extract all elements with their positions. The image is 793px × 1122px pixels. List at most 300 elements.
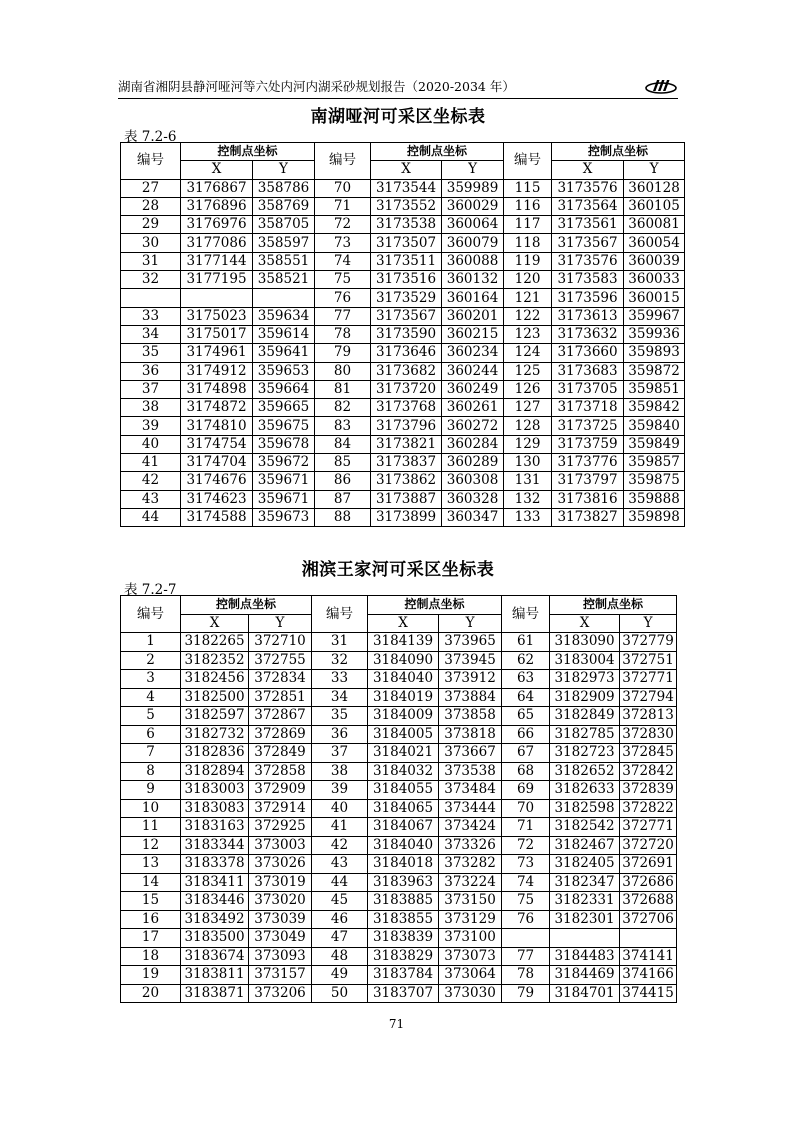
point-id-cell: 71: [315, 197, 371, 215]
x-coordinate-cell: [181, 289, 253, 307]
point-id-cell: 77: [502, 947, 550, 966]
point-id-cell: 116: [504, 197, 552, 215]
table-row: [121, 818, 677, 837]
point-id-cell: 8: [121, 762, 181, 781]
x-coordinate-cell: 3173759: [552, 435, 624, 453]
point-id-cell: 119: [504, 252, 552, 270]
x-coordinate-cell: 3173718: [552, 399, 624, 417]
x-coordinate-cell: 3182347: [550, 873, 620, 892]
x-coordinate-cell: 3182500: [181, 688, 249, 707]
table-row: [121, 781, 677, 800]
x-coordinate-cell: 3173544: [371, 179, 442, 197]
y-coordinate-cell: 373129: [439, 910, 502, 929]
y-coordinate-cell: 360054: [624, 234, 685, 252]
table-row: [121, 855, 677, 874]
y-header: Y: [620, 614, 677, 633]
y-coordinate-cell: [620, 929, 677, 948]
x-coordinate-cell: 3183885: [368, 892, 439, 911]
table-row: [121, 947, 677, 966]
point-id-cell: 1: [121, 633, 181, 652]
x-coordinate-cell: 3174588: [181, 508, 253, 526]
point-id-cell: 61: [502, 633, 550, 652]
y-coordinate-cell: 360234: [442, 344, 504, 362]
y-coordinate-cell: 373049: [249, 929, 312, 948]
x-coordinate-cell: 3183083: [181, 799, 249, 818]
y-coordinate-cell: 360132: [442, 271, 504, 289]
y-coordinate-cell: 372909: [249, 781, 312, 800]
point-id-cell: 7: [121, 744, 181, 763]
point-id-cell: 32: [312, 651, 368, 670]
y-coordinate-cell: 372691: [620, 855, 677, 874]
x-coordinate-cell: 3184040: [368, 836, 439, 855]
coordinate-table-2: [120, 595, 677, 1003]
point-id-cell: 31: [312, 633, 368, 652]
x-coordinate-cell: 3173567: [371, 307, 442, 325]
x-coordinate-cell: 3173576: [552, 179, 624, 197]
x-coordinate-cell: 3182723: [550, 744, 620, 763]
table-row: [121, 417, 685, 435]
point-id-cell: 17: [121, 929, 181, 948]
y-coordinate-cell: 372751: [620, 651, 677, 670]
point-id-cell: 38: [121, 399, 181, 417]
x-coordinate-cell: 3173590: [371, 325, 442, 343]
table-subheader-row: [121, 614, 677, 633]
point-id-cell: 46: [312, 910, 368, 929]
table-row: [121, 252, 685, 270]
x-coordinate-cell: 3173796: [371, 417, 442, 435]
y-coordinate-cell: 373424: [439, 818, 502, 837]
table-row: [121, 289, 685, 307]
table-row: [121, 197, 685, 215]
y-header: Y: [442, 161, 504, 179]
y-coordinate-cell: 359851: [624, 380, 685, 398]
y-coordinate-cell: 372706: [620, 910, 677, 929]
y-coordinate-cell: 360244: [442, 362, 504, 380]
point-id-cell: 88: [315, 508, 371, 526]
y-coordinate-cell: 359872: [624, 362, 685, 380]
x-header: X: [552, 161, 624, 179]
table-row: [121, 744, 677, 763]
y-coordinate-cell: 373150: [439, 892, 502, 911]
x-coordinate-cell: 3182732: [181, 725, 249, 744]
table-header-row: [121, 143, 685, 161]
point-id-cell: 12: [121, 836, 181, 855]
x-coordinate-cell: 3174912: [181, 362, 253, 380]
point-id-cell: 80: [315, 362, 371, 380]
y-coordinate-cell: 372858: [249, 762, 312, 781]
x-coordinate-cell: 3173567: [552, 234, 624, 252]
point-id-cell: 13: [121, 855, 181, 874]
point-id-cell: 70: [315, 179, 371, 197]
x-coordinate-cell: 3173632: [552, 325, 624, 343]
y-coordinate-cell: 360284: [442, 435, 504, 453]
x-coordinate-cell: 3183963: [368, 873, 439, 892]
table-row: [121, 892, 677, 911]
x-coordinate-cell: 3183829: [368, 947, 439, 966]
table-row: [121, 399, 685, 417]
header-rule: [118, 98, 678, 99]
id-header: 编号: [504, 143, 552, 180]
y-coordinate-cell: 373667: [439, 744, 502, 763]
y-coordinate-cell: 372914: [249, 799, 312, 818]
y-coordinate-cell: 373073: [439, 947, 502, 966]
y-coordinate-cell: 359671: [253, 490, 315, 508]
header-title: 湖南省湘阴县静河哑河等六处内河内湖采砂规划报告（2020-2034 年）: [118, 79, 515, 94]
y-coordinate-cell: 373282: [439, 855, 502, 874]
point-id-cell: 84: [315, 435, 371, 453]
table-row: [121, 307, 685, 325]
point-id-cell: 123: [504, 325, 552, 343]
y-coordinate-cell: [253, 289, 315, 307]
table-row: [121, 380, 685, 398]
y-coordinate-cell: 373003: [249, 836, 312, 855]
point-id-cell: 133: [504, 508, 552, 526]
y-coordinate-cell: 359664: [253, 380, 315, 398]
x-coordinate-cell: 3173511: [371, 252, 442, 270]
x-coordinate-cell: 3177195: [181, 271, 253, 289]
y-coordinate-cell: 374166: [620, 966, 677, 985]
x-coordinate-cell: 3183839: [368, 929, 439, 948]
point-id-cell: 72: [502, 836, 550, 855]
x-coordinate-cell: 3184483: [550, 947, 620, 966]
id-header: 编号: [312, 596, 368, 633]
point-id-cell: 36: [121, 362, 181, 380]
y-coordinate-cell: 372720: [620, 836, 677, 855]
point-id-cell: 42: [312, 836, 368, 855]
x-coordinate-cell: 3183871: [181, 984, 249, 1003]
point-id-cell: 35: [312, 707, 368, 726]
y-coordinate-cell: 373858: [439, 707, 502, 726]
point-id-cell: 79: [502, 984, 550, 1003]
point-id-cell: 27: [121, 179, 181, 197]
point-id-cell: 4: [121, 688, 181, 707]
y-coordinate-cell: 359672: [253, 454, 315, 472]
x-coordinate-cell: 3182909: [550, 688, 620, 707]
x-coordinate-cell: 3173516: [371, 271, 442, 289]
point-id-cell: 76: [502, 910, 550, 929]
x-coordinate-cell: 3183004: [550, 651, 620, 670]
x-coordinate-cell: 3182405: [550, 855, 620, 874]
x-coordinate-cell: 3174810: [181, 417, 253, 435]
x-coordinate-cell: 3184139: [368, 633, 439, 652]
y-coordinate-cell: 373039: [249, 910, 312, 929]
y-coordinate-cell: 358521: [253, 271, 315, 289]
x-coordinate-cell: 3184032: [368, 762, 439, 781]
y-header: Y: [253, 161, 315, 179]
y-coordinate-cell: 359842: [624, 399, 685, 417]
y-coordinate-cell: 359989: [442, 179, 504, 197]
point-id-cell: 33: [121, 307, 181, 325]
y-coordinate-cell: 360272: [442, 417, 504, 435]
y-coordinate-cell: 359967: [624, 307, 685, 325]
x-coordinate-cell: 3177086: [181, 234, 253, 252]
y-coordinate-cell: 360347: [442, 508, 504, 526]
x-coordinate-cell: 3182597: [181, 707, 249, 726]
point-id-cell: 87: [315, 490, 371, 508]
y-coordinate-cell: 359671: [253, 472, 315, 490]
point-id-cell: 121: [504, 289, 552, 307]
x-coordinate-cell: 3182331: [550, 892, 620, 911]
x-coordinate-cell: 3173507: [371, 234, 442, 252]
point-id-cell: 66: [502, 725, 550, 744]
point-id-cell: 41: [121, 454, 181, 472]
point-id-cell: 130: [504, 454, 552, 472]
x-coordinate-cell: 3184090: [368, 651, 439, 670]
point-id-cell: 126: [504, 380, 552, 398]
coord-header: 控制点坐标: [371, 143, 504, 161]
x-coordinate-cell: 3184019: [368, 688, 439, 707]
point-id-cell: 118: [504, 234, 552, 252]
y-coordinate-cell: 360081: [624, 216, 685, 234]
y-coordinate-cell: 358786: [253, 179, 315, 197]
x-coordinate-cell: 3182467: [550, 836, 620, 855]
table-row: [121, 435, 685, 453]
y-coordinate-cell: 372845: [620, 744, 677, 763]
y-coordinate-cell: 372869: [249, 725, 312, 744]
y-coordinate-cell: 359936: [624, 325, 685, 343]
point-id-cell: 69: [502, 781, 550, 800]
coord-header: 控制点坐标: [181, 143, 315, 161]
point-id-cell: 37: [121, 380, 181, 398]
table-title-2: 湘滨王家河可采区坐标表: [301, 560, 495, 580]
y-coordinate-cell: 360249: [442, 380, 504, 398]
y-coordinate-cell: 372771: [620, 670, 677, 689]
y-header: Y: [624, 161, 685, 179]
y-coordinate-cell: 372849: [249, 744, 312, 763]
point-id-cell: 3: [121, 670, 181, 689]
x-header: X: [181, 614, 249, 633]
y-coordinate-cell: 373912: [439, 670, 502, 689]
table-row: [121, 836, 677, 855]
point-id-cell: 43: [312, 855, 368, 874]
y-coordinate-cell: 372851: [249, 688, 312, 707]
x-coordinate-cell: 3173529: [371, 289, 442, 307]
point-id-cell: 34: [312, 688, 368, 707]
x-coordinate-cell: 3183855: [368, 910, 439, 929]
x-coordinate-cell: 3184055: [368, 781, 439, 800]
y-coordinate-cell: 358551: [253, 252, 315, 270]
point-id-cell: 125: [504, 362, 552, 380]
x-coordinate-cell: 3182598: [550, 799, 620, 818]
page-number: 71: [388, 1017, 405, 1031]
table-row: [121, 688, 677, 707]
coord-header: 控制点坐标: [552, 143, 685, 161]
point-id-cell: 117: [504, 216, 552, 234]
point-id-cell: 41: [312, 818, 368, 837]
point-id-cell: 16: [121, 910, 181, 929]
x-coordinate-cell: 3173583: [552, 271, 624, 289]
x-coordinate-cell: 3173821: [371, 435, 442, 453]
point-id-cell: 70: [502, 799, 550, 818]
table-title-1: 南湖哑河可采区坐标表: [310, 107, 486, 127]
point-id-cell: 64: [502, 688, 550, 707]
x-coordinate-cell: 3182836: [181, 744, 249, 763]
point-id-cell: 132: [504, 490, 552, 508]
y-coordinate-cell: 373444: [439, 799, 502, 818]
y-header: Y: [439, 614, 502, 633]
point-id-cell: 122: [504, 307, 552, 325]
y-coordinate-cell: 360088: [442, 252, 504, 270]
y-coordinate-cell: 359893: [624, 344, 685, 362]
y-coordinate-cell: 372839: [620, 781, 677, 800]
x-coordinate-cell: 3182456: [181, 670, 249, 689]
x-coordinate-cell: 3184005: [368, 725, 439, 744]
point-id-cell: 37: [312, 744, 368, 763]
x-coordinate-cell: 3184067: [368, 818, 439, 837]
x-coordinate-cell: 3183411: [181, 873, 249, 892]
point-id-cell: 73: [315, 234, 371, 252]
point-id-cell: 30: [121, 234, 181, 252]
y-coordinate-cell: 358597: [253, 234, 315, 252]
point-id-cell: 78: [502, 966, 550, 985]
x-coordinate-cell: 3173720: [371, 380, 442, 398]
coord-header: 控制点坐标: [368, 596, 502, 615]
point-id-cell: 129: [504, 435, 552, 453]
y-coordinate-cell: 359641: [253, 344, 315, 362]
point-id-cell: 73: [502, 855, 550, 874]
y-coordinate-cell: 360128: [624, 179, 685, 197]
x-coordinate-cell: 3183811: [181, 966, 249, 985]
point-id-cell: 68: [502, 762, 550, 781]
x-coordinate-cell: 3183500: [181, 929, 249, 948]
x-coordinate-cell: 3174676: [181, 472, 253, 490]
y-coordinate-cell: 372834: [249, 670, 312, 689]
x-coordinate-cell: 3182973: [550, 670, 620, 689]
x-coordinate-cell: 3182301: [550, 910, 620, 929]
x-coordinate-cell: 3183344: [181, 836, 249, 855]
table-body-1: [121, 179, 685, 527]
x-coordinate-cell: 3173561: [552, 216, 624, 234]
y-coordinate-cell: 372794: [620, 688, 677, 707]
point-id-cell: 36: [312, 725, 368, 744]
x-coordinate-cell: 3173596: [552, 289, 624, 307]
y-coordinate-cell: 359653: [253, 362, 315, 380]
point-id-cell: 79: [315, 344, 371, 362]
table-row: [121, 966, 677, 985]
table-row: [121, 179, 685, 197]
y-coordinate-cell: 372867: [249, 707, 312, 726]
table-row: [121, 725, 677, 744]
table-header-row: [121, 596, 677, 615]
table-label-2: 表 7.2-7: [124, 582, 177, 598]
x-coordinate-cell: 3173768: [371, 399, 442, 417]
point-id-cell: 39: [312, 781, 368, 800]
table-row: [121, 234, 685, 252]
table-row: [121, 216, 685, 234]
x-coordinate-cell: 3183446: [181, 892, 249, 911]
point-id-cell: 40: [121, 435, 181, 453]
point-id-cell: 131: [504, 472, 552, 490]
point-id-cell: 40: [312, 799, 368, 818]
y-coordinate-cell: 373884: [439, 688, 502, 707]
point-id-cell: 63: [502, 670, 550, 689]
table-row: [121, 873, 677, 892]
id-header: 编号: [502, 596, 550, 633]
y-coordinate-cell: 360039: [624, 252, 685, 270]
x-coordinate-cell: 3174623: [181, 490, 253, 508]
point-id-cell: 47: [312, 929, 368, 948]
x-coordinate-cell: 3173660: [552, 344, 624, 362]
table-row: [121, 651, 677, 670]
x-coordinate-cell: [550, 929, 620, 948]
y-coordinate-cell: 359614: [253, 325, 315, 343]
x-coordinate-cell: 3174961: [181, 344, 253, 362]
x-coordinate-cell: 3173816: [552, 490, 624, 508]
point-id-cell: 127: [504, 399, 552, 417]
x-coordinate-cell: 3183163: [181, 818, 249, 837]
x-coordinate-cell: 3173564: [552, 197, 624, 215]
point-id-cell: 42: [121, 472, 181, 490]
point-id-cell: 44: [121, 508, 181, 526]
point-id-cell: 33: [312, 670, 368, 689]
x-coordinate-cell: 3173576: [552, 252, 624, 270]
table-body-2: [121, 633, 677, 1003]
table-row: [121, 799, 677, 818]
y-coordinate-cell: 360029: [442, 197, 504, 215]
id-header: 编号: [121, 596, 181, 633]
table-row: [121, 707, 677, 726]
x-coordinate-cell: 3182352: [181, 651, 249, 670]
point-id-cell: 15: [121, 892, 181, 911]
x-header: X: [368, 614, 439, 633]
point-id-cell: 83: [315, 417, 371, 435]
point-id-cell: 74: [315, 252, 371, 270]
point-id-cell: 35: [121, 344, 181, 362]
point-id-cell: 76: [315, 289, 371, 307]
x-coordinate-cell: 3173837: [371, 454, 442, 472]
table-row: [121, 984, 677, 1003]
x-coordinate-cell: 3184065: [368, 799, 439, 818]
y-coordinate-cell: 373484: [439, 781, 502, 800]
x-coordinate-cell: 3176896: [181, 197, 253, 215]
table-row: [121, 325, 685, 343]
x-coordinate-cell: 3173646: [371, 344, 442, 362]
table-row: [121, 670, 677, 689]
y-coordinate-cell: 372710: [249, 633, 312, 652]
y-coordinate-cell: 360328: [442, 490, 504, 508]
point-id-cell: 20: [121, 984, 181, 1003]
point-id-cell: 18: [121, 947, 181, 966]
x-coordinate-cell: 3184018: [368, 855, 439, 874]
id-header: 编号: [121, 143, 181, 180]
x-coordinate-cell: 3182894: [181, 762, 249, 781]
y-coordinate-cell: 360201: [442, 307, 504, 325]
x-coordinate-cell: 3173613: [552, 307, 624, 325]
y-coordinate-cell: 372755: [249, 651, 312, 670]
x-coordinate-cell: 3182633: [550, 781, 620, 800]
y-coordinate-cell: 359840: [624, 417, 685, 435]
id-header: 编号: [315, 143, 371, 180]
point-id-cell: 49: [312, 966, 368, 985]
point-id-cell: 29: [121, 216, 181, 234]
y-coordinate-cell: 359888: [624, 490, 685, 508]
point-id-cell: [121, 289, 181, 307]
point-id-cell: [502, 929, 550, 948]
y-coordinate-cell: 373019: [249, 873, 312, 892]
y-coordinate-cell: 359675: [253, 417, 315, 435]
y-coordinate-cell: 373157: [249, 966, 312, 985]
x-coordinate-cell: 3175017: [181, 325, 253, 343]
y-coordinate-cell: 372822: [620, 799, 677, 818]
point-id-cell: 10: [121, 799, 181, 818]
y-coordinate-cell: 373538: [439, 762, 502, 781]
y-coordinate-cell: 373945: [439, 651, 502, 670]
y-coordinate-cell: 360015: [624, 289, 685, 307]
point-id-cell: 74: [502, 873, 550, 892]
table-row: [121, 454, 685, 472]
y-coordinate-cell: 373030: [439, 984, 502, 1003]
point-id-cell: 28: [121, 197, 181, 215]
